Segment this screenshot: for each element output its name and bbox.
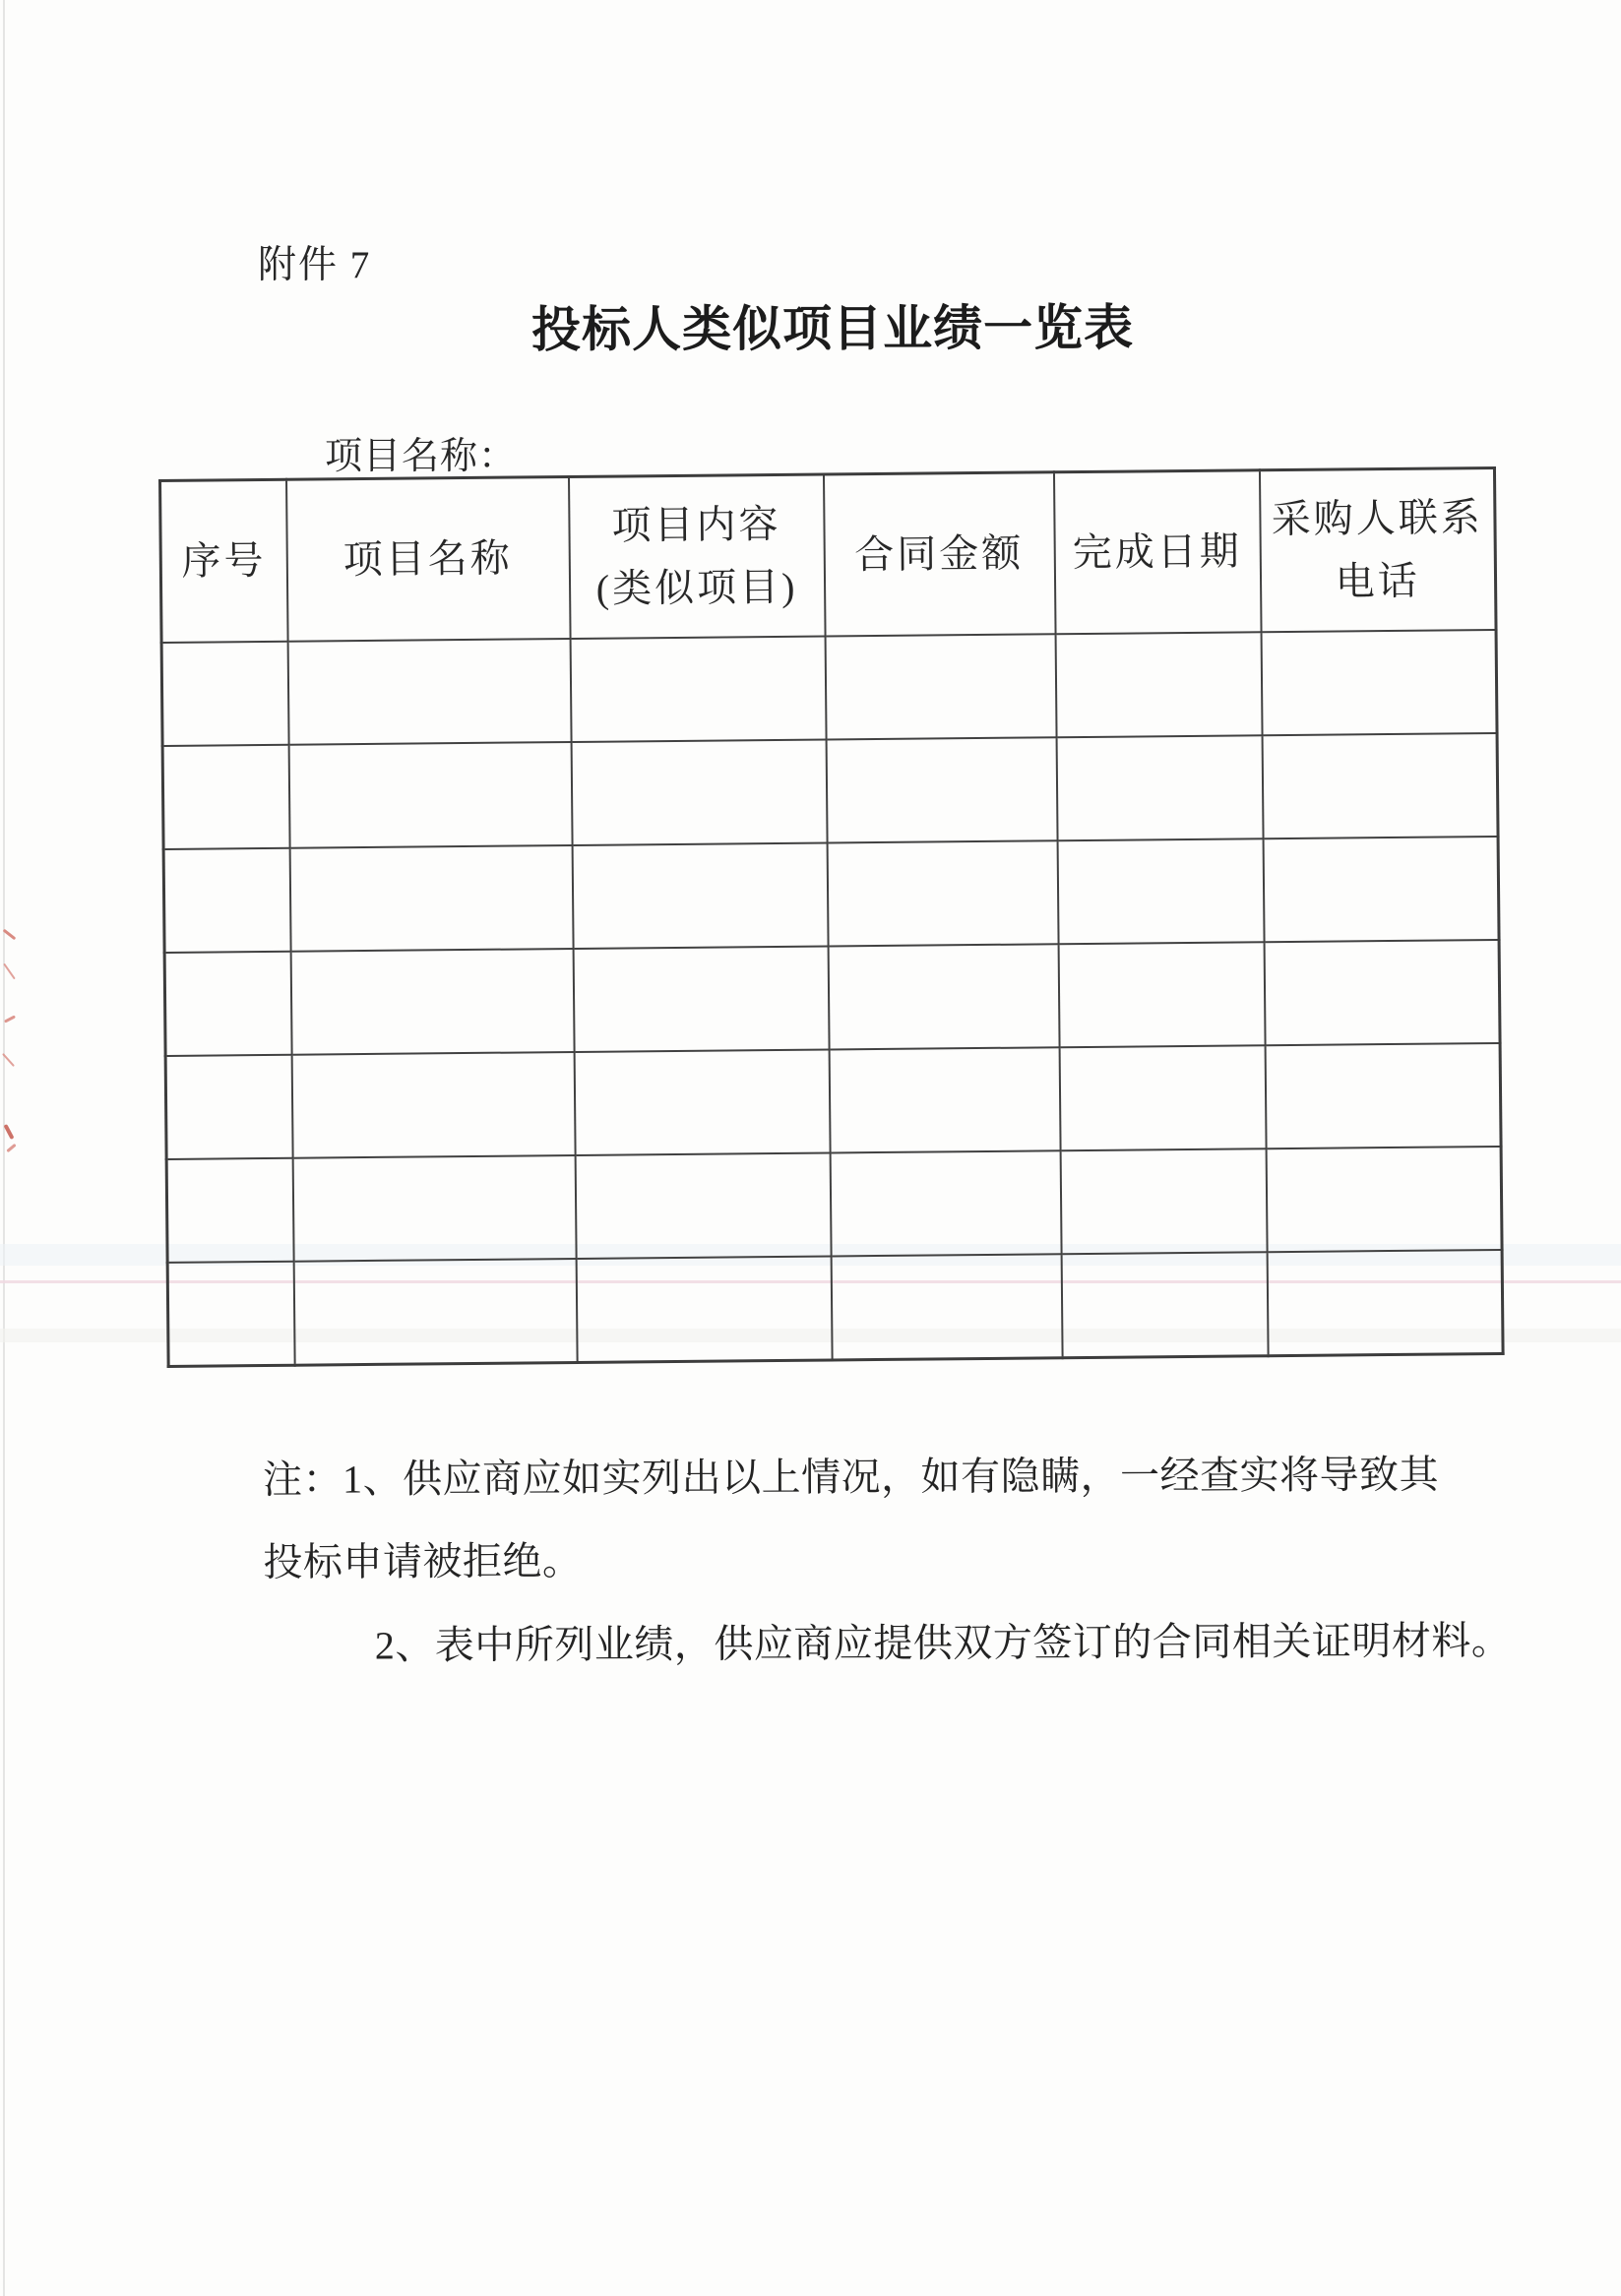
table-body [161, 630, 1503, 1366]
table-cell [828, 944, 1059, 1049]
performance-table-wrapper [158, 466, 1505, 1368]
col-header-label: 序号 [181, 537, 267, 584]
table-cell [1055, 632, 1262, 737]
table-cell [574, 1049, 830, 1154]
note-line-1: 注：1、供应商应如实列出以上情况，如有隐瞒，一经查实将导致其 [262, 1452, 1440, 1502]
table-cell [1261, 630, 1497, 735]
table-row [165, 1043, 1501, 1159]
col-header-label: 项目内容 [611, 501, 781, 548]
table-cell [1266, 1147, 1502, 1252]
table-cell [1057, 838, 1264, 944]
table-cell [163, 848, 290, 953]
table-row [167, 1250, 1503, 1366]
table-cell [1262, 733, 1498, 838]
table-row [163, 837, 1499, 953]
table-cell [830, 1150, 1061, 1256]
scan-edge-line [3, 0, 5, 2296]
col-header-serial-number [160, 479, 288, 643]
col-header-label: 合同金额 [854, 530, 1025, 578]
table-cell [576, 1256, 832, 1361]
pen-smudge [4, 1015, 16, 1023]
table-cell [288, 742, 572, 848]
performance-table [158, 466, 1505, 1368]
table-cell [825, 634, 1056, 739]
table-cell [287, 639, 571, 745]
table-cell [1264, 940, 1500, 1045]
table-cell [164, 952, 291, 1056]
table-cell [570, 637, 826, 742]
col-header-label-line2: (类似项目) [595, 564, 798, 611]
col-header-purchaser-phone [1259, 467, 1496, 632]
pen-smudge [3, 1124, 14, 1140]
table-cell [827, 840, 1058, 946]
table-cell [1061, 1252, 1268, 1357]
table-cell [1263, 837, 1499, 942]
col-header-project-content [568, 474, 825, 639]
page-title: 投标人类似项目业绩一览表 [530, 299, 1135, 358]
pen-smudge [3, 963, 16, 980]
table-cell [1059, 1045, 1266, 1150]
attachment-label: 附件 7 [258, 244, 372, 286]
col-header-project-name [286, 477, 571, 642]
col-header-label-line2: 电话 [1335, 558, 1421, 604]
table-cell [571, 740, 827, 845]
table-row [162, 733, 1498, 849]
table-cell [1265, 1043, 1501, 1148]
note-line-2: 投标申请被拒绝。 [263, 1538, 583, 1584]
table-cell [831, 1254, 1062, 1359]
table-cell [162, 745, 289, 849]
table-row [166, 1147, 1502, 1263]
table-cell [573, 946, 829, 1051]
table-cell [165, 1055, 292, 1159]
table-cell [575, 1152, 831, 1258]
table-cell [572, 842, 828, 948]
table-cell [166, 1158, 293, 1263]
col-header-label: 项目名称 [343, 535, 514, 583]
table-cell [291, 1052, 575, 1158]
pen-smudge [6, 1144, 16, 1152]
table-cell [1058, 942, 1265, 1047]
project-name-label: 项目名称： [325, 436, 518, 477]
table-cell [290, 949, 574, 1055]
table-cell [1267, 1250, 1503, 1355]
table-cell [289, 845, 573, 952]
col-header-completion-date [1053, 470, 1261, 634]
table-cell [826, 737, 1057, 842]
table-header-row [160, 467, 1497, 643]
table-row [161, 630, 1497, 746]
col-header-contract-amount [823, 472, 1055, 637]
table-cell [293, 1259, 577, 1365]
table-cell [1056, 735, 1263, 840]
col-header-label: 采购人联系 [1271, 495, 1483, 542]
table-cell [167, 1262, 294, 1366]
note-line-3: 2、表中所列业绩，供应商应提供双方签订的合同相关证明材料。 [374, 1618, 1512, 1668]
table-cell [1060, 1148, 1267, 1254]
table-cell [829, 1047, 1060, 1152]
table-cell [161, 642, 288, 746]
col-header-label: 完成日期 [1072, 528, 1242, 576]
table-row [164, 940, 1500, 1056]
table-cell [292, 1155, 576, 1262]
